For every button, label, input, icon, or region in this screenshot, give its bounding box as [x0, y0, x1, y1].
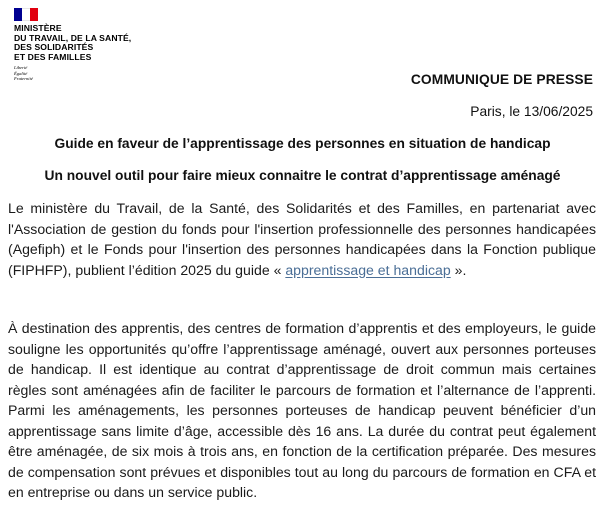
release-date: Paris, le 13/06/2025 — [470, 104, 593, 119]
ministry-logo — [14, 8, 164, 82]
press-release-label: COMMUNIQUE DE PRESSE — [410, 72, 593, 87]
french-flag-icon — [14, 8, 38, 21]
intro-paragraph — [8, 198, 596, 280]
ministry-name — [14, 24, 164, 62]
intro-text: Le ministère du Travail, de la Santé, des Solidarités et des Familles, en partenariat avec l'Association de gestion du fonds pour l'insertion professionnelle des personnes handicapées (Agefiph) et le Fonds pour l'insertion des personnes handicapées dans la Fonction publique (FIPHFP), publient l’édition 2025 du guide « — [8, 200, 596, 278]
intro-end: ». — [450, 261, 467, 278]
republic-motto — [14, 65, 164, 81]
ministry-line: DES SOLIDARITÉS — [14, 42, 94, 53]
guide-link[interactable]: apprentissage et handicap — [285, 261, 451, 278]
ministry-line: MINISTÈRE — [14, 23, 62, 33]
motto-line: Liberté — [14, 65, 28, 71]
detail-paragraph: À destination des apprentis, des centres de formation d’apprentis et des employeurs, le guide souligne les opportunités qu’offre l’apprentissage aménagé, ouvert aux personnes porteuses de handicap. Il est identique au contrat d’apprentissage de droit commun mais certaines règles sont aménagées afin de faciliter le parcours de formation et l’alternance de l’apprenti. Parmi les aménagements, les personnes porteuses de handicap peuvent bénéficier d’un apprentissage sans limite d’âge, accessible dès 16 ans. La durée du contrat peut également être aménagée, de six mois à trois ans, en fonction de la certification préparée. Des mesures de compensation sont prévues et disponibles tout au long du parcours de formation en CFA et en entreprise ou dans un service public. — [8, 320, 596, 500]
ministry-line: DU TRAVAIL, DE LA SANTÉ, — [14, 32, 132, 43]
main-title: Guide en faveur de l’apprentissage des personnes en situation de handicap — [54, 136, 551, 151]
motto-line: Fraternité — [14, 76, 33, 82]
subtitle: Un nouvel outil pour faire mieux connaitre le contrat d’apprentissage aménagé — [44, 168, 561, 183]
motto-line: Égalité — [14, 70, 28, 76]
ministry-line: ET DES FAMILLES — [14, 51, 92, 62]
